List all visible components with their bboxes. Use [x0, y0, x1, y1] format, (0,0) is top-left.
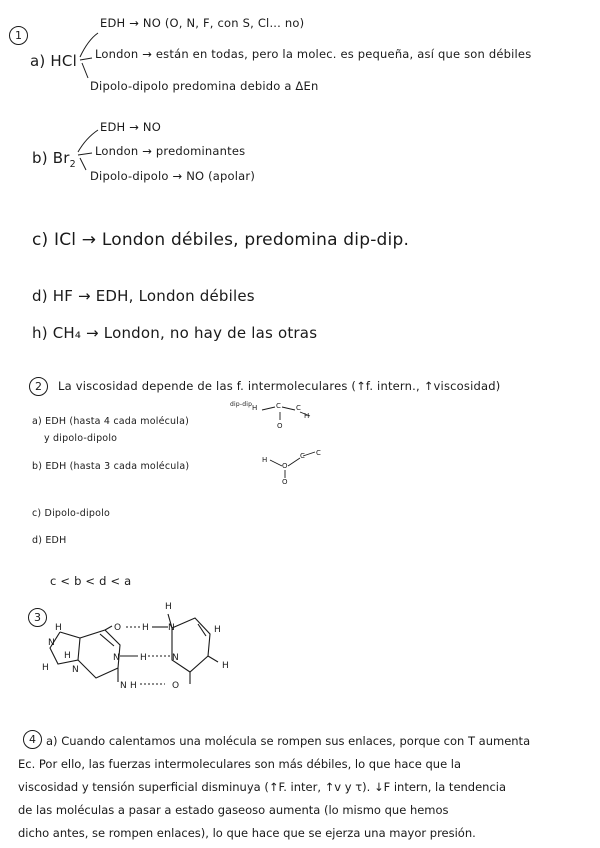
- q4-line-2: Ec. Por ello, las fuerzas intermoleculares son más débiles, lo que hace que la: [18, 757, 462, 771]
- q1-d-line: d) HF → EDH, London débiles: [32, 287, 255, 305]
- q3-atom-12: H: [130, 681, 137, 691]
- q2-c-line: c) Dipolo-dipolo: [32, 508, 110, 519]
- q3-atom-8: N: [168, 623, 175, 633]
- q1-b-subscript: 2: [69, 159, 76, 170]
- q3-atom-15: H: [165, 602, 172, 612]
- q1-c-line: c) ICl → London débiles, predomina dip-dip.: [32, 230, 410, 250]
- q2-number-circle: 2: [29, 377, 48, 396]
- q2-sketch-atom-o: O: [277, 422, 283, 430]
- q2-sketch-atom-h3: H: [262, 456, 268, 464]
- q2-sketch-atom-h: H: [252, 404, 258, 412]
- q2-a-line1: a) EDH (hasta 4 cada molécula): [32, 416, 190, 427]
- q3-number-circle: 3: [28, 608, 47, 627]
- q1-b-label: b) $Br_2$: [32, 149, 76, 170]
- q3-atom-7: H: [142, 623, 149, 633]
- q4-number-circle: 4: [23, 730, 42, 749]
- q4-line-4: de las moléculas a pasar a estado gaseoso aumenta (lo mismo que hemos: [18, 803, 449, 817]
- q3-atom-5: H: [64, 651, 71, 661]
- q2-order: c < b < d < a: [50, 574, 132, 588]
- q1-a-label: a) HCl: [30, 52, 77, 70]
- q1-b-option-dipole: Dipolo-dipolo → NO (apolar): [90, 169, 256, 183]
- q1-a-option-edh: EDH → NO (O, N, F, con S, Cl... no): [100, 16, 305, 30]
- q1-number-circle: 1: [9, 26, 28, 45]
- q2-a-line2: y dipolo-dipolo: [44, 433, 118, 444]
- q3-atom-6: O: [114, 623, 122, 633]
- q2-sketch-atom-c4: C: [316, 449, 321, 457]
- q3-atom-9: N: [113, 653, 120, 663]
- q3-atom-13: N: [120, 681, 127, 691]
- q4-line-5: dicho antes, se rompen enlaces), lo que hace que se ejerza una mayor presión.: [18, 826, 476, 840]
- q3-atom-17: H: [222, 661, 229, 671]
- q3-atom-1: H: [55, 623, 62, 633]
- q3-atom-2: H: [42, 663, 49, 673]
- q1-h-line: h) CH₄ → London, no hay de las otras: [32, 324, 318, 342]
- q3-atom-16: H: [214, 625, 221, 635]
- q3-atom-4: N: [72, 665, 79, 675]
- q3-atom-10: H: [140, 653, 147, 663]
- q2-sketch-atom-c3: C: [300, 452, 305, 460]
- q1-a-option-london: London → están en todas, pero la molec. es pequeña, así que son débiles: [95, 47, 532, 61]
- q1-b-option-edh: EDH → NO: [100, 120, 161, 134]
- q4-line-1: a) Cuando calentamos una molécula se rompen sus enlaces, porque con T aumenta: [46, 734, 531, 748]
- q2-b-line: b) EDH (hasta 3 cada molécula): [32, 461, 190, 472]
- q3-atom-11: N: [172, 653, 179, 663]
- q3-atom-14: O: [172, 681, 180, 691]
- q4-line-3: viscosidad y tensión superficial disminuya (↑F. inter, ↑v y τ). ↓F intern, la tendencia: [18, 780, 507, 794]
- q2-sketch-atom-o3: O: [282, 478, 288, 486]
- q3-atom-3: N: [48, 638, 55, 648]
- q1-a-option-dipole: Dipolo-dipolo predomina debido a ΔEn: [90, 79, 319, 93]
- q2-sketch-note: dip-dip: [230, 401, 253, 408]
- q2-sketch-atom-o2: O: [282, 462, 288, 470]
- q1-b-option-london: London → predominantes: [95, 144, 246, 158]
- q2-sketch-atom-h2: H: [304, 412, 310, 420]
- q2-title: La viscosidad depende de las f. intermoleculares (↑f. intern., ↑viscosidad): [58, 379, 501, 393]
- q2-sketch-atom-c: C: [276, 402, 281, 410]
- q2-sketch-atom-c2: C: [296, 404, 301, 412]
- q2-d-line: d) EDH: [32, 535, 67, 546]
